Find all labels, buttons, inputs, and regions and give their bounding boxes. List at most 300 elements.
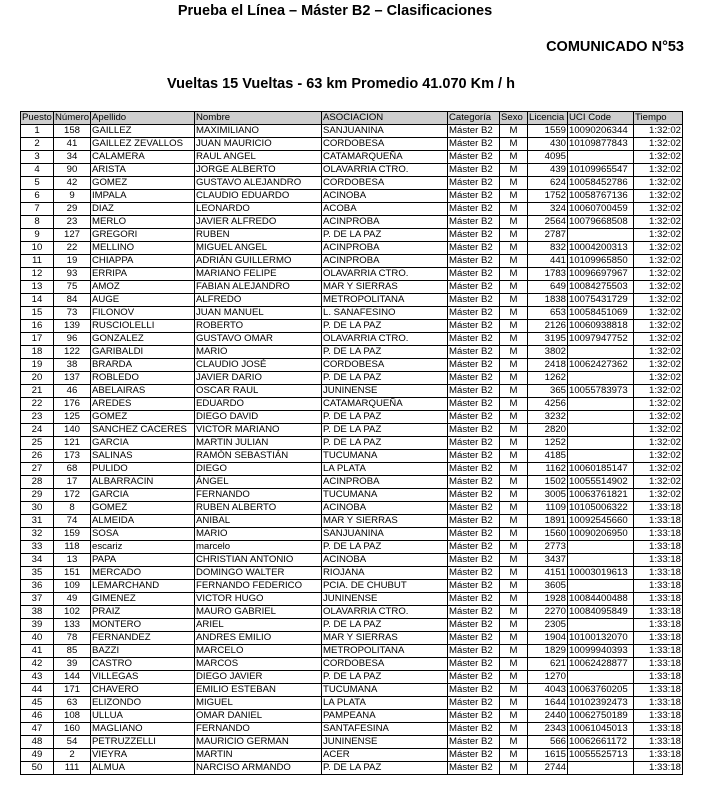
cell-sex: M [500,424,528,437]
table-row [21,359,683,372]
cell-license: 2787 [528,229,568,242]
cell-association: JUNINENSE [322,385,448,398]
cell-association: CORDOBESA [322,177,448,190]
cell-surname: MERCADO [91,567,195,580]
cell-position: 15 [21,307,54,320]
cell-first-name: FERNANDO FEDERICO [195,580,322,593]
cell-uci-code [568,762,634,775]
cell-uci-code: 10096697967 [568,268,634,281]
cell-surname: CASTRO [91,658,195,671]
cell-license: 441 [528,255,568,268]
cell-license: 365 [528,385,568,398]
cell-association: JUNINENSE [322,736,448,749]
cell-sex: M [500,710,528,723]
cell-surname: AMOZ [91,281,195,294]
table-row [21,697,683,710]
cell-category: Máster B2 [448,749,500,762]
table-row [21,632,683,645]
cell-category: Máster B2 [448,736,500,749]
cell-association: CATAMARQUEÑA [322,151,448,164]
cell-license: 2744 [528,762,568,775]
cell-license: 4095 [528,151,568,164]
cell-position: 27 [21,463,54,476]
cell-surname: MAGLIANO [91,723,195,736]
cell-first-name: RAUL ANGEL [195,151,322,164]
cell-first-name: DOMINGO WALTER [195,567,322,580]
cell-time: 1:32:02 [634,320,683,333]
cell-position: 40 [21,632,54,645]
cell-association: ACINPROBA [322,242,448,255]
cell-association: ACER [322,749,448,762]
cell-time: 1:32:02 [634,268,683,281]
cell-surname: SALINAS [91,450,195,463]
column-header-position: Puesto [22,112,52,123]
cell-first-name: OMAR DANIEL [195,710,322,723]
cell-association: MAR Y SIERRAS [322,632,448,645]
cell-first-name: ANIBAL [195,515,322,528]
cell-license: 832 [528,242,568,255]
table-row [21,398,683,411]
cell-time: 1:33:18 [634,632,683,645]
cell-sex: M [500,554,528,567]
table-row [21,463,683,476]
table-row [21,307,683,320]
cell-surname: GARCIA [91,489,195,502]
cell-sex: M [500,489,528,502]
cell-license: 3005 [528,489,568,502]
cell-category: Máster B2 [448,684,500,697]
cell-position: 3 [21,151,54,164]
cell-category: Máster B2 [448,541,500,554]
cell-category: Máster B2 [448,476,500,489]
cell-first-name: MARCELO [195,645,322,658]
cell-uci-code: 10109965547 [568,164,634,177]
cell-position: 14 [21,294,54,307]
cell-position: 13 [21,281,54,294]
cell-sex: M [500,762,528,775]
table-row [21,671,683,684]
cell-surname: AUGE [91,294,195,307]
cell-sex: M [500,619,528,632]
cell-license: 3437 [528,554,568,567]
cell-uci-code: 10003019613 [568,567,634,580]
cell-first-name: VICTOR MARIANO [195,424,322,437]
cell-first-name: marcelo [195,541,322,554]
cell-number: 159 [54,528,91,541]
cell-association: MAR Y SIERRAS [322,515,448,528]
cell-first-name: OSCAR RAUL [195,385,322,398]
cell-time: 1:32:02 [634,489,683,502]
table-row [21,580,683,593]
cell-surname: GONZALEZ [91,333,195,346]
cell-number: 74 [54,515,91,528]
cell-sex: M [500,385,528,398]
cell-number: 144 [54,671,91,684]
cell-license: 1560 [528,528,568,541]
cell-position: 19 [21,359,54,372]
cell-uci-code: 10079668508 [568,216,634,229]
cell-uci-code: 10061045013 [568,723,634,736]
cell-position: 9 [21,229,54,242]
cell-surname: FERNANDEZ [91,632,195,645]
table-row [21,216,683,229]
cell-time: 1:32:02 [634,125,683,138]
cell-time: 1:32:02 [634,281,683,294]
table-row [21,229,683,242]
cell-license: 4185 [528,450,568,463]
cell-license: 2773 [528,541,568,554]
table-row [21,281,683,294]
cell-position: 17 [21,333,54,346]
cell-sex: M [500,242,528,255]
cell-category: Máster B2 [448,697,500,710]
table-row [21,437,683,450]
cell-uci-code: 10062661172 [568,736,634,749]
cell-first-name: CHRISTIAN ANTONIO [195,554,322,567]
cell-surname: ALMUA [91,762,195,775]
cell-time: 1:33:18 [634,684,683,697]
cell-association: L. SANAFESINO [322,307,448,320]
cell-association: P. DE LA PAZ [322,229,448,242]
cell-sex: M [500,294,528,307]
cell-number: 122 [54,346,91,359]
cell-uci-code: 10109965850 [568,255,634,268]
cell-surname: IMPALA [91,190,195,203]
cell-category: Máster B2 [448,255,500,268]
cell-license: 1644 [528,697,568,710]
cell-category: Máster B2 [448,762,500,775]
cell-uci-code: 10109877843 [568,138,634,151]
cell-category: Máster B2 [448,203,500,216]
cell-number: 23 [54,216,91,229]
cell-sex: M [500,346,528,359]
cell-first-name: MIGUEL ANGEL [195,242,322,255]
cell-category: Máster B2 [448,320,500,333]
cell-category: Máster B2 [448,619,500,632]
cell-first-name: MIGUEL [195,697,322,710]
cell-surname: SANCHEZ CACERES [91,424,195,437]
cell-association: P. DE LA PAZ [322,762,448,775]
cell-license: 1559 [528,125,568,138]
cell-position: 4 [21,164,54,177]
cell-category: Máster B2 [448,463,500,476]
cell-category: Máster B2 [448,307,500,320]
cell-surname: GAILLEZ ZEVALLOS [91,138,195,151]
table-row [21,151,683,164]
page-title: Prueba el Línea – Máster B2 – Clasificaciones [177,3,493,19]
cell-category: Máster B2 [448,710,500,723]
cell-first-name: ARIEL [195,619,322,632]
cell-time: 1:33:18 [634,645,683,658]
cell-license: 4256 [528,398,568,411]
cell-surname: LEMARCHAND [91,580,195,593]
cell-surname: GARIBALDI [91,346,195,359]
table-row [21,684,683,697]
cell-number: 85 [54,645,91,658]
cell-uci-code: 10055514902 [568,476,634,489]
column-header-time: Tiempo [634,112,683,125]
cell-time: 1:32:02 [634,307,683,320]
cell-number: 158 [54,125,91,138]
cell-surname: ROBLEDO [91,372,195,385]
cell-association: CORDOBESA [322,359,448,372]
cell-uci-code: 10075431729 [568,294,634,307]
cell-surname: PULIDO [91,463,195,476]
table-row [21,385,683,398]
cell-association: ACINPROBA [322,476,448,489]
cell-first-name: MARTIN [195,749,322,762]
cell-time: 1:32:02 [634,372,683,385]
cell-number: 111 [54,762,91,775]
column-header-uci-code: UCI Code [568,112,634,125]
cell-first-name: RAMÓN SEBASTIÁN [195,450,322,463]
cell-sex: M [500,151,528,164]
cell-position: 36 [21,580,54,593]
cell-association: PCIA. DE CHUBUT [322,580,448,593]
cell-uci-code: 10055783973 [568,385,634,398]
cell-position: 6 [21,190,54,203]
results-table [20,111,683,775]
cell-sex: M [500,333,528,346]
cell-number: 133 [54,619,91,632]
table-row [21,749,683,762]
cell-association: TUCUMANA [322,450,448,463]
table-row [21,203,683,216]
cell-association: MAR Y SIERRAS [322,281,448,294]
cell-association: ACOBA [322,203,448,216]
cell-sex: M [500,268,528,281]
cell-uci-code: 10062750189 [568,710,634,723]
cell-first-name: ANDRES EMILIO [195,632,322,645]
cell-time: 1:33:18 [634,697,683,710]
column-header-number: Número [55,112,90,123]
cell-number: 68 [54,463,91,476]
cell-category: Máster B2 [448,723,500,736]
cell-sex: M [500,476,528,489]
cell-category: Máster B2 [448,593,500,606]
cell-time: 1:33:18 [634,658,683,671]
cell-uci-code: 10099940393 [568,645,634,658]
cell-first-name: MARIO [195,346,322,359]
cell-sex: M [500,593,528,606]
cell-time: 1:33:18 [634,554,683,567]
cell-surname: BRARDA [91,359,195,372]
cell-category: Máster B2 [448,489,500,502]
cell-position: 42 [21,658,54,671]
cell-uci-code: 10084400488 [568,593,634,606]
cell-position: 41 [21,645,54,658]
column-header-association: ASOCIACION [322,112,448,125]
table-row [21,294,683,307]
cell-number: 118 [54,541,91,554]
cell-uci-code: 10092545660 [568,515,634,528]
cell-time: 1:32:02 [634,398,683,411]
cell-position: 23 [21,411,54,424]
cell-association: METROPOLITANA [322,294,448,307]
cell-surname: ALBARRACIN [91,476,195,489]
cell-position: 37 [21,593,54,606]
cell-surname: FILONOV [91,307,195,320]
cell-category: Máster B2 [448,281,500,294]
cell-number: 151 [54,567,91,580]
cell-position: 38 [21,606,54,619]
cell-license: 2820 [528,424,568,437]
cell-sex: M [500,697,528,710]
cell-sex: M [500,320,528,333]
cell-surname: ERRIPA [91,268,195,281]
cell-first-name: DIEGO DAVID [195,411,322,424]
cell-association: RIOJANA [322,567,448,580]
cell-first-name: ALFREDO [195,294,322,307]
cell-number: 137 [54,372,91,385]
cell-sex: M [500,463,528,476]
cell-surname: CALAMERA [91,151,195,164]
cell-first-name: MARIO [195,528,322,541]
cell-number: 46 [54,385,91,398]
cell-position: 32 [21,528,54,541]
cell-surname: ELIZONDO [91,697,195,710]
cell-surname: BAZZI [91,645,195,658]
cell-category: Máster B2 [448,216,500,229]
cell-first-name: JAVIER DARIO [195,372,322,385]
cell-license: 653 [528,307,568,320]
cell-surname: SOSA [91,528,195,541]
cell-time: 1:32:02 [634,437,683,450]
cell-surname: GOMEZ [91,411,195,424]
cell-number: 49 [54,593,91,606]
cell-license: 649 [528,281,568,294]
cell-number: 13 [54,554,91,567]
cell-surname: MELLINO [91,242,195,255]
cell-license: 324 [528,203,568,216]
cell-category: Máster B2 [448,359,500,372]
cell-sex: M [500,528,528,541]
cell-sex: M [500,229,528,242]
cell-license: 1838 [528,294,568,307]
cell-license: 1502 [528,476,568,489]
cell-license: 2126 [528,320,568,333]
cell-association: P. DE LA PAZ [322,671,448,684]
cell-time: 1:33:18 [634,749,683,762]
cell-position: 29 [21,489,54,502]
table-row [21,424,683,437]
cell-uci-code [568,580,634,593]
cell-association: CATAMARQUEÑA [322,398,448,411]
cell-uci-code: 10100132070 [568,632,634,645]
cell-license: 566 [528,736,568,749]
cell-category: Máster B2 [448,138,500,151]
table-row [21,515,683,528]
cell-association: JUNINENSE [322,593,448,606]
cell-category: Máster B2 [448,164,500,177]
table-row [21,450,683,463]
cell-number: 172 [54,489,91,502]
cell-position: 11 [21,255,54,268]
cell-surname: ARISTA [91,164,195,177]
cell-sex: M [500,541,528,554]
cell-number: 102 [54,606,91,619]
cell-position: 39 [21,619,54,632]
table-row [21,567,683,580]
table-row [21,606,683,619]
cell-category: Máster B2 [448,151,500,164]
cell-position: 49 [21,749,54,762]
cell-association: P. DE LA PAZ [322,372,448,385]
cell-sex: M [500,203,528,216]
table-row [21,255,683,268]
cell-first-name: DIEGO [195,463,322,476]
cell-uci-code [568,372,634,385]
cell-number: 173 [54,450,91,463]
cell-sex: M [500,359,528,372]
cell-category: Máster B2 [448,645,500,658]
cell-uci-code [568,671,634,684]
cell-time: 1:32:02 [634,138,683,151]
table-row [21,502,683,515]
cell-sex: M [500,255,528,268]
cell-number: 9 [54,190,91,203]
cell-license: 3605 [528,580,568,593]
cell-license: 1829 [528,645,568,658]
cell-number: 75 [54,281,91,294]
cell-number: 108 [54,710,91,723]
cell-position: 35 [21,567,54,580]
column-header-sex: Sexo [500,112,528,125]
table-row [21,177,683,190]
cell-sex: M [500,125,528,138]
cell-uci-code: 10058451069 [568,307,634,320]
cell-uci-code [568,541,634,554]
cell-position: 8 [21,216,54,229]
cell-uci-code: 10060185147 [568,463,634,476]
cell-license: 1270 [528,671,568,684]
cell-number: 42 [54,177,91,190]
cell-surname: GARCIA [91,437,195,450]
cell-first-name: MARTIN JULIAN [195,437,322,450]
cell-association: OLAVARRIA CTRO. [322,268,448,281]
cell-number: 176 [54,398,91,411]
cell-uci-code: 10084095849 [568,606,634,619]
cell-sex: M [500,281,528,294]
cell-time: 1:33:18 [634,710,683,723]
cell-time: 1:32:02 [634,229,683,242]
cell-association: PAMPEANA [322,710,448,723]
table-row [21,489,683,502]
cell-sex: M [500,580,528,593]
cell-license: 624 [528,177,568,190]
cell-time: 1:32:02 [634,346,683,359]
cell-surname: escariz [91,541,195,554]
cell-uci-code [568,619,634,632]
cell-time: 1:33:18 [634,736,683,749]
cell-license: 1615 [528,749,568,762]
cell-association: OLAVARRIA CTRO. [322,606,448,619]
cell-association: P. DE LA PAZ [322,541,448,554]
cell-first-name: MAURO GABRIEL [195,606,322,619]
cell-position: 1 [21,125,54,138]
table-row [21,320,683,333]
cell-number: 19 [54,255,91,268]
table-row [21,372,683,385]
cell-association: ACINPROBA [322,216,448,229]
cell-time: 1:32:02 [634,385,683,398]
cell-category: Máster B2 [448,125,500,138]
cell-number: 109 [54,580,91,593]
cell-association: P. DE LA PAZ [322,320,448,333]
cell-first-name: ADRIÁN GUILLERMO [195,255,322,268]
cell-first-name: JUAN MANUEL [195,307,322,320]
cell-sex: M [500,177,528,190]
